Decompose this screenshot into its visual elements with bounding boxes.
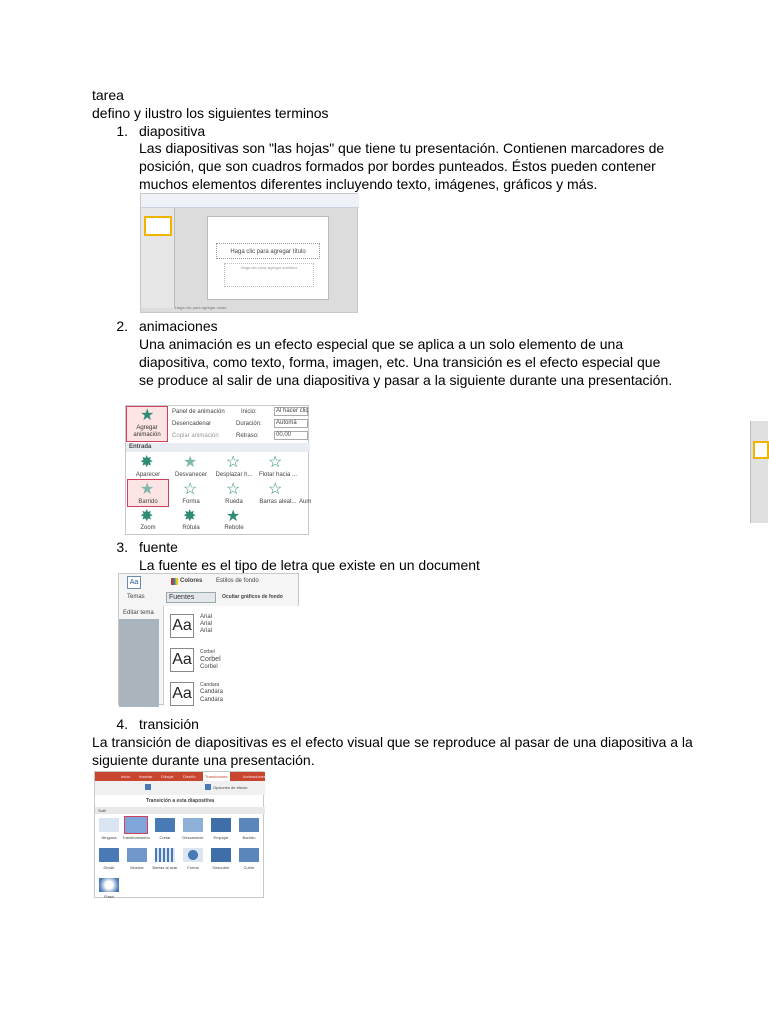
subtitle-placeholder: Haga clic para agregar subtítulo (224, 263, 314, 287)
transition-barrido[interactable] (239, 818, 259, 832)
doc-title: tarea (92, 87, 124, 103)
transitions-gallery-screenshot: Inicio Insertar Dibujar Diseño Transiciones Animaciones Opciones de efecto Transición a esta diapositiva Sutil Ninguna Transformación Cortar Desvanecer Empujar Barrido Dividir Mostrar Barras al azar Forma Descubrir Cubrir Flash (94, 771, 264, 898)
inicio-select[interactable]: Al hacer clic (276, 408, 309, 414)
inicio-label: Inicio: (241, 409, 257, 415)
tab-transiciones[interactable]: Transiciones (205, 774, 228, 779)
item-number: 3. (116, 539, 128, 555)
item-title-diapositiva: diapositiva (139, 123, 206, 139)
transition-barras-azar[interactable] (155, 848, 175, 862)
ribbon-commands (95, 781, 265, 795)
rotula-icon: ✸ (183, 508, 197, 525)
forma-icon: ☆ (183, 481, 198, 498)
transition-flash[interactable] (99, 878, 119, 892)
effect-aparecer[interactable]: Aparecer (135, 472, 161, 478)
transition-forma[interactable] (183, 848, 203, 862)
fuentes-button[interactable]: Fuentes (166, 592, 216, 603)
slide-thumbnail (144, 216, 172, 236)
effect-rueda[interactable]: Rueda (225, 499, 243, 505)
slide-thumbnails-pane (141, 208, 175, 308)
fonts-list: Aa Arial Arial Arial Aa Corbel Corbel Corbel Aa Candara Candara Candara (163, 606, 300, 706)
ocultar-graficos-checkbox[interactable]: Ocultar gráficos de fondo (222, 594, 283, 600)
entrada-section: Entrada (126, 443, 310, 452)
desencadenar-button[interactable]: Desencadenar (172, 421, 212, 427)
star-icon: ★ (140, 407, 155, 424)
effect-zoom[interactable]: Zoom (140, 525, 156, 531)
transition-descubrir[interactable] (211, 848, 231, 862)
item-title-animaciones: animaciones (139, 318, 218, 334)
aparecer-icon: ✸ (140, 454, 154, 471)
transition-mostrar[interactable] (127, 848, 147, 862)
animation-ribbon-screenshot (125, 405, 312, 535)
effect-barras[interactable]: Barras aleat... (259, 499, 297, 505)
cropped-slide-thumbnail (750, 421, 768, 523)
transition-transformacion[interactable] (124, 816, 148, 834)
effect-barrido-tile[interactable] (127, 479, 169, 507)
font-option-candara[interactable]: Aa (170, 682, 194, 706)
notes-placeholder: Haga clic para agregar notas (175, 305, 227, 310)
doc-subtitle: defino y ilustro los siguientes terminos (92, 105, 329, 121)
estilos-fondo-button[interactable]: Estilos de fondo (216, 578, 259, 584)
effect-forma[interactable]: Forma (182, 499, 200, 505)
colors-icon (171, 578, 178, 585)
temas-button[interactable]: Temas (127, 594, 145, 600)
rebote-icon: ★ (226, 508, 241, 525)
item-number: 2. (116, 318, 128, 334)
copiar-animacion-button[interactable]: Copiar animación (172, 433, 219, 439)
item-body-transicion: La transición de diapositivas es el efecto visual que se reproduce al pasar de una diapositiva a la siguiente durante una presentación. (92, 734, 693, 768)
themes-icon: Aa (127, 576, 141, 589)
transition-dividir[interactable] (99, 848, 119, 862)
barras-icon: ☆ (268, 481, 283, 498)
duracion-input[interactable]: Automá (274, 419, 308, 428)
ribbon (141, 194, 359, 208)
slide-canvas (207, 216, 329, 300)
font-option-corbel[interactable]: Aa (170, 648, 194, 672)
editar-tema-button[interactable]: Editar tema (123, 610, 154, 616)
transition-empujar[interactable] (211, 818, 231, 832)
ribbon-tabs: Inicio Insertar Dibujar Diseño Transiciones Animaciones (95, 772, 265, 781)
options-icon (205, 784, 211, 790)
sutil-section: Sutil (98, 808, 106, 813)
rueda-icon: ☆ (226, 481, 241, 498)
item-body-animaciones: Una animación es un efecto especial que se aplica a un solo elemento de una diapositiva, como texto, forma, imagen, etc. Una transición es el efecto especial que se produce al salir de una diapositiva y pasar a la siguiente durante una presentación. (139, 336, 673, 388)
retraso-input[interactable]: 00,00 (274, 431, 308, 440)
zoom-icon: ✸ (140, 508, 154, 525)
transition-icon (145, 784, 151, 790)
fonts-dropdown-screenshot (118, 573, 299, 705)
transition-ninguna[interactable] (99, 818, 119, 832)
item-number: 4. (116, 716, 128, 732)
effect-rebote[interactable]: Rebote (224, 525, 244, 531)
desvanecer-icon: ★ (183, 454, 198, 471)
barrido-icon: ★ (140, 481, 155, 498)
left-panel (119, 574, 159, 707)
retraso-label: Retraso: (236, 433, 259, 439)
transition-desvanecer[interactable] (183, 818, 203, 832)
item-title-transicion: transición (139, 716, 199, 732)
transition-cortar[interactable] (155, 818, 175, 832)
effect-flotar[interactable]: Flotar hacia ... (258, 472, 297, 478)
transition-cubrir[interactable] (239, 848, 259, 862)
opciones-efecto-button[interactable]: Opciones de efecto (213, 785, 248, 790)
colores-button[interactable]: Colores (180, 578, 203, 584)
item-title-fuente: fuente (139, 539, 178, 555)
powerpoint-slide-screenshot (140, 193, 358, 313)
effect-desplazar[interactable]: Desplazar h... (215, 472, 253, 478)
title-placeholder: Haga clic para agregar título (216, 243, 320, 259)
flotar-icon: ☆ (268, 454, 283, 471)
effect-aum[interactable]: Aum (299, 499, 312, 505)
gallery-header: Transición a esta diapositiva (145, 798, 215, 804)
desplazar-icon: ☆ (226, 454, 241, 471)
item-body-fuente: La fuente es el tipo de letra que existe en un document (139, 557, 480, 573)
item-number: 1. (116, 123, 128, 139)
effect-barrido: Barrido (138, 499, 158, 505)
duracion-label: Duración: (236, 421, 262, 427)
agregar-animacion-button[interactable]: ★ Agregar animación (126, 406, 168, 442)
effect-rotula[interactable]: Rótula (182, 525, 200, 531)
item-body-diapositiva: Las diapositivas son "las hojas" que tiene tu presentación. Contienen marcadores de posición, que son cuadros formados por bordes punteados. Éstos pueden contener muchos elementos diferentes incluyendo texto, imágenes, gráficos y más. (139, 140, 665, 192)
panel-animacion-button[interactable]: Panel de animación (172, 409, 225, 415)
effect-desvanecer[interactable]: Desvanecer (174, 472, 207, 478)
font-option-arial[interactable]: Aa (170, 614, 194, 638)
